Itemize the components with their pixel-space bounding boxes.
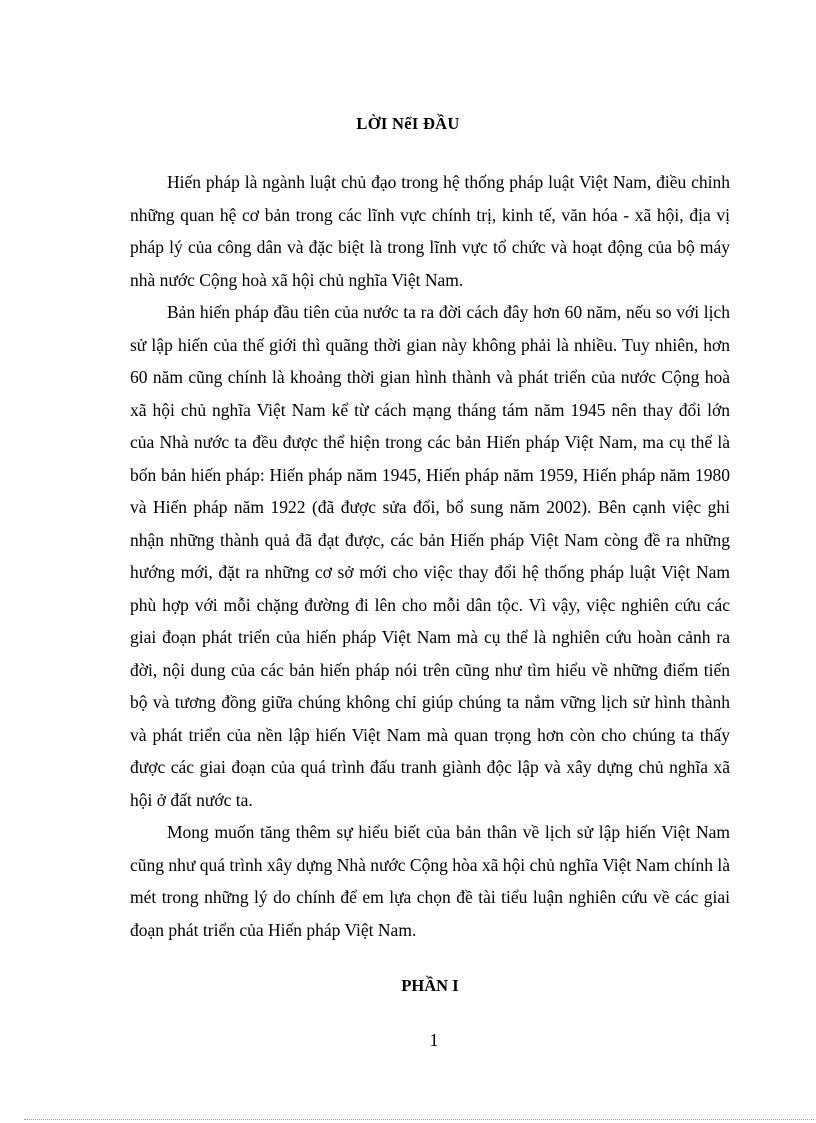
document-title: LỜI NểI ĐẦU <box>356 114 460 133</box>
page-bottom-divider <box>24 1119 814 1120</box>
page-number: 1 <box>429 1030 439 1050</box>
paragraph-3: Mong muốn tăng thêm sự hiểu biết của bản thân về lịch sử lập hiến Việt Nam cũng như quá trình xây dựng Nhà nước Cộng hòa xã hội chủ nghĩa Việt Nam chính là mét trong những lý do chính để em lựa chọn đề tài tiểu luận nghiên cứu về các giai đoạn phát triển của Hiến pháp Việt Nam. <box>130 822 730 940</box>
paragraph-2: Bản hiến pháp đầu tiên của nước ta ra đời cách đây hơn 60 năm, nếu so với lịch sử lập hiến của thế giới thì quãng thời gian này không phải là nhiều. Tuy nhiên, hơn 60 năm cũng chính là khoảng thời gian hình thành và phát triển của nước Cộng hoà xã hội chủ nghĩa Việt Nam kể từ cách mạng tháng tám năm 1945 nên thay đổi lớn của Nhà nước ta đều được thể hiện trong các bản Hiến pháp Việt Nam, ma cụ thể là bốn bản hiến pháp: Hiến pháp năm 1945, Hiến pháp năm 1959, Hiến pháp năm 1980 và Hiến pháp năm 1922 (đã được sửa đổi, bổ sung năm 2002). Bên cạnh việc ghi nhận những thành quả đã đạt được, các bản Hiến pháp Việt Nam còng đề ra những hướng mới, đặt ra những cơ sở mới cho việc thay đổi hệ thống pháp luật Việt Nam phù hợp với mỗi chặng đường đi lên cho mỗi dân tộc. Vì vậy, việc nghiên cứu các giai đoạn phát triển của hiến pháp Việt Nam mà cụ thể là nghiên cứu hoàn cảnh ra đời, nội dung của các bản hiến pháp nói trên cũng như tìm hiểu về những điểm tiến bộ và tương đồng giữa chúng không chỉ giúp chúng ta nắm vững lịch sử hình thành và phát triển của nền lập hiến Việt Nam mà quan trọng hơn còn cho chúng ta thấy được các giai đoạn của quá trình đấu tranh giành độc lập và xây dựng chủ nghĩa xã hội ở đất nước ta. <box>130 302 730 810</box>
section-heading: PHẦN I <box>401 976 459 995</box>
paragraph-1: Hiến pháp là ngành luật chủ đạo trong hệ thống pháp luật Việt Nam, điều chỉnh những quan hệ cơ bản trong các lĩnh vực chính trị, kinh tế, văn hóa - xã hội, địa vị pháp lý của công dân và đặc biệt là trong lĩnh vực tổ chức và hoạt động của bộ máy nhà nước Cộng hoà xã hội chủ nghĩa Việt Nam. <box>130 172 730 290</box>
body-text <box>130 166 730 946</box>
